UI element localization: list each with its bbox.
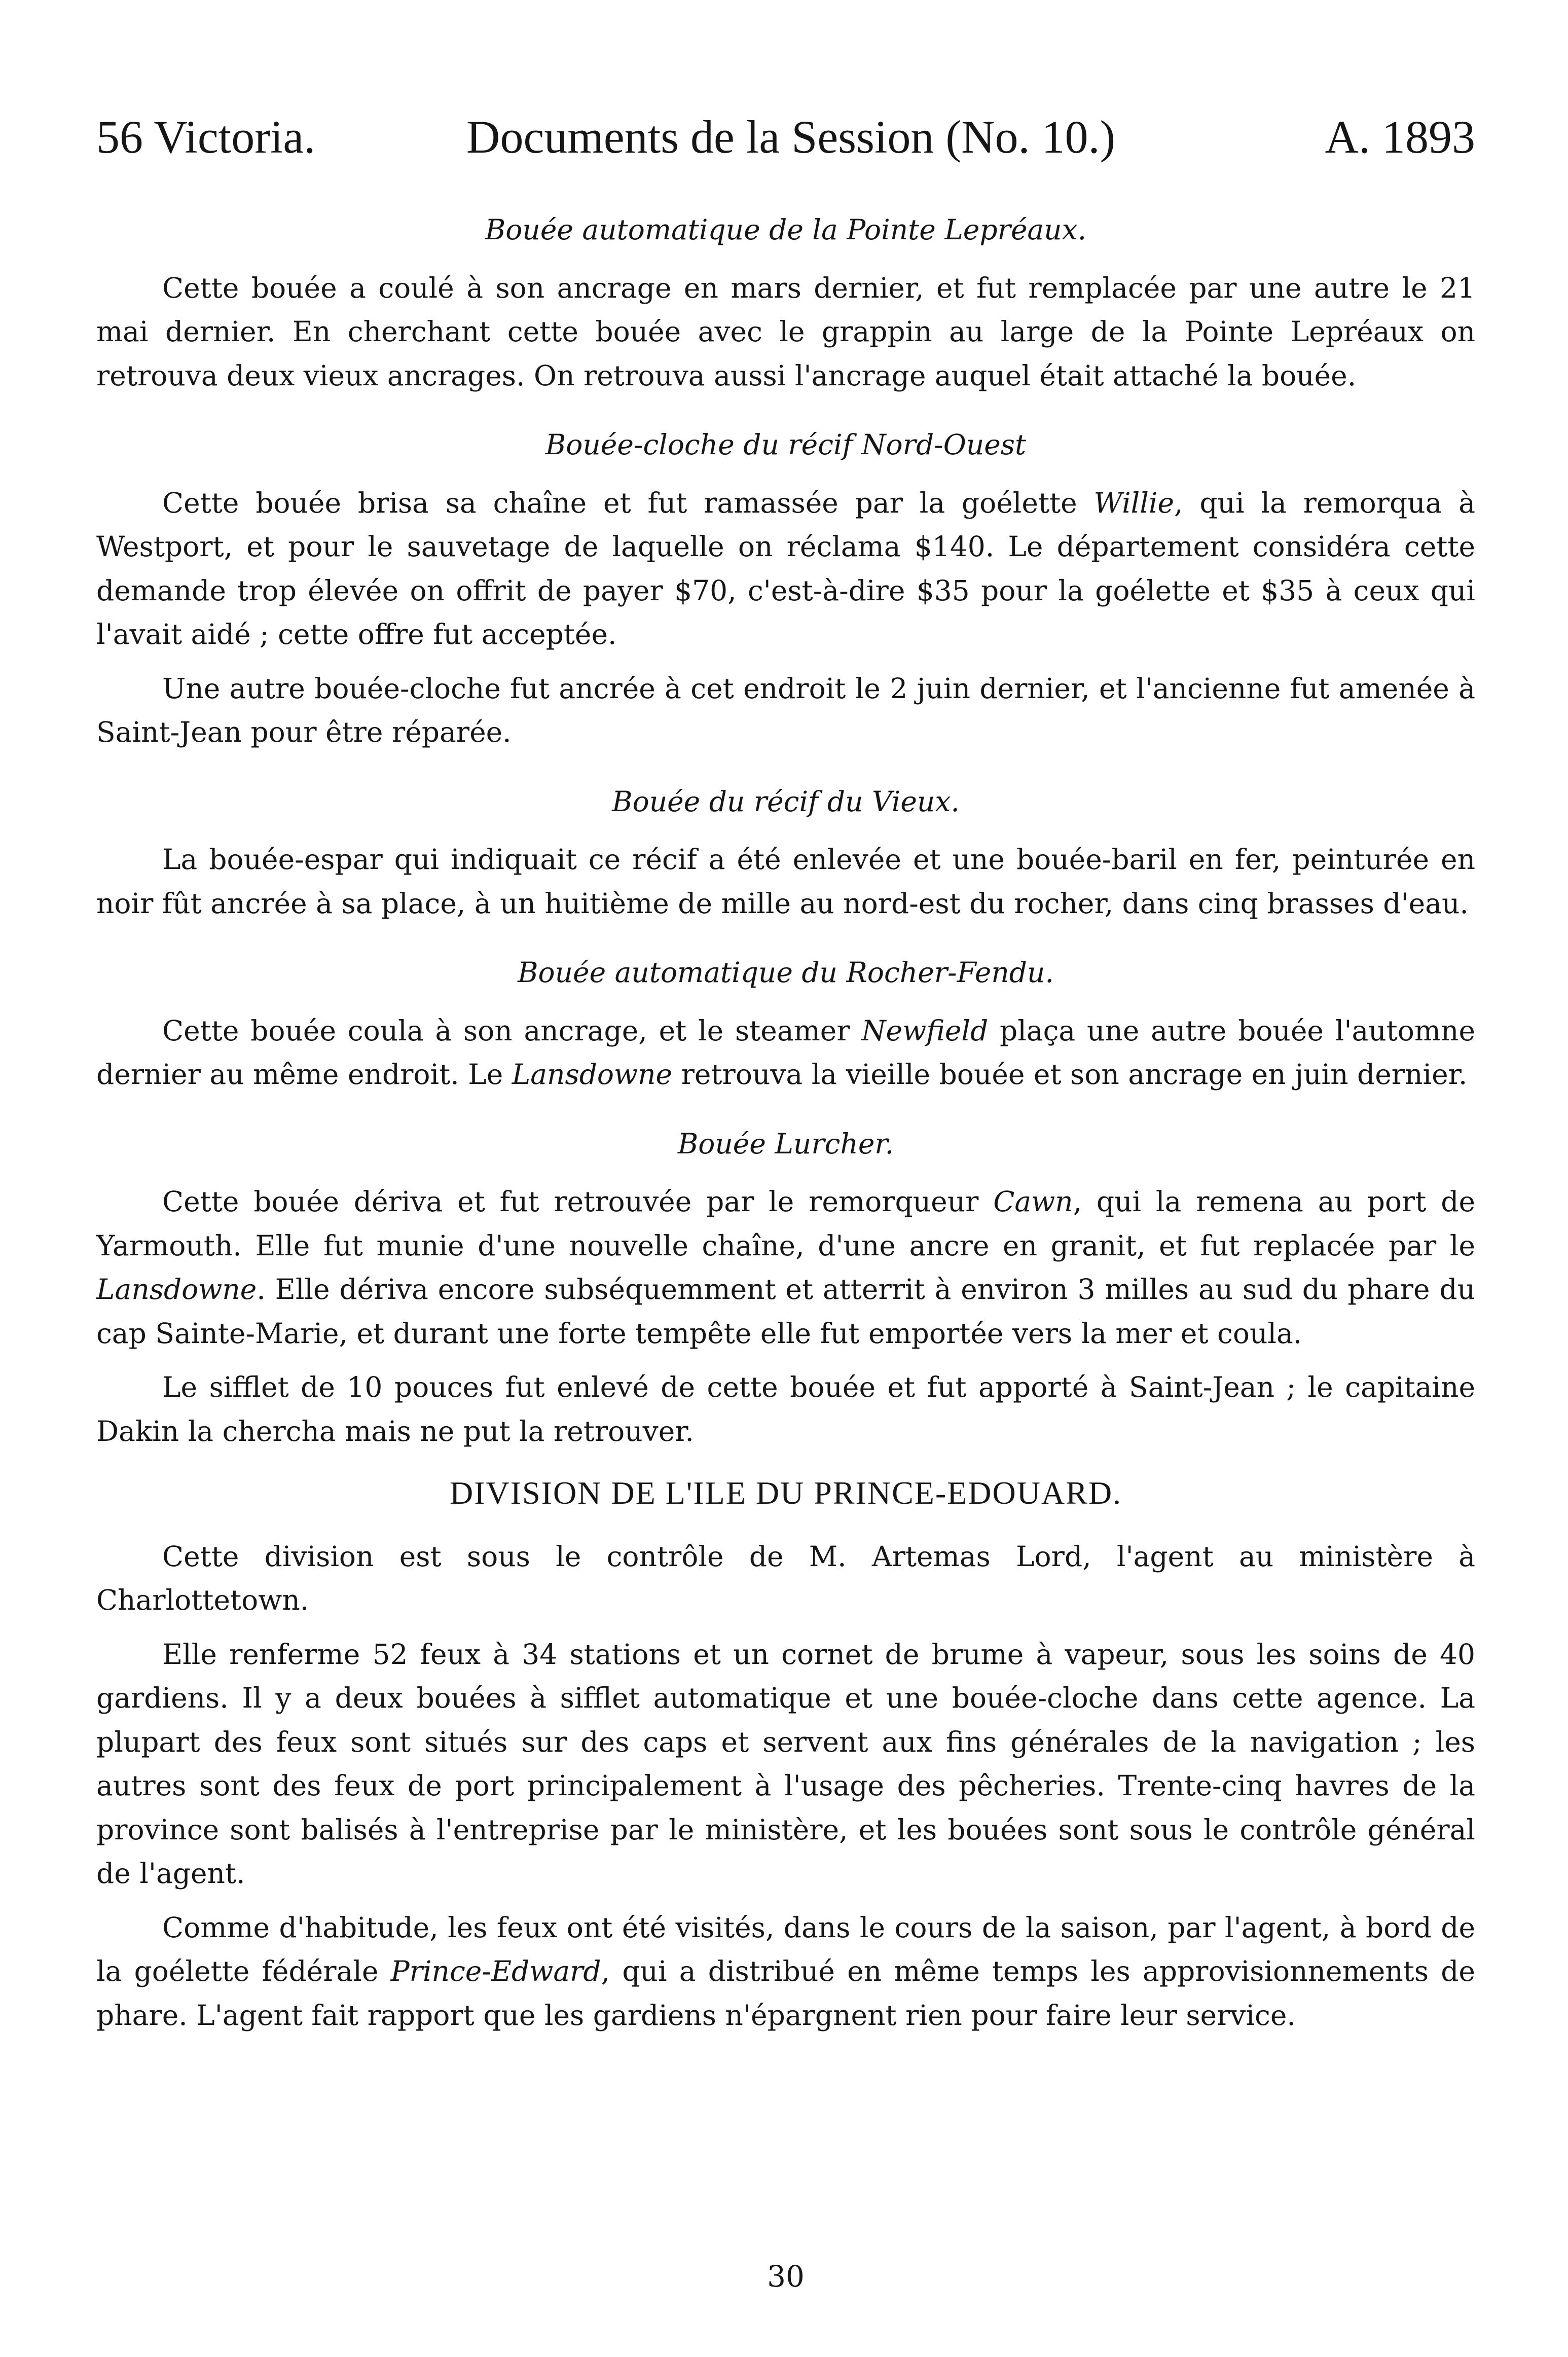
header-title: Documents de la Session (No. 10.) (466, 111, 1116, 163)
section-pointe-lepreaux (96, 208, 1475, 397)
paragraph: Cette bouée a coulé à son ancrage en mars dernier, et fut remplacée par une autre le 21 mai dernier. En cherchant cette bouée avec le grappin au large de la Pointe Lepréaux on retrouva deux vieux ancrages. On retrouva aussi l'ancrage auquel était attaché la bouée. (96, 271, 1475, 392)
vessel-name: Prince-Edward (390, 1955, 601, 1987)
paragraph: La bouée-espar qui indiquait ce récif a été enlevée et une bouée-baril en fer, peinturée en noir fût ancrée à sa place, à un huitième de mille au nord-est du rocher, dans cinq brasses d'eau. (96, 843, 1475, 920)
section-heading: Bouée Lurcher. (677, 1127, 894, 1160)
vessel-name: Willie (1093, 486, 1175, 519)
section-heading: Bouée automatique de la Pointe Lepréaux. (485, 213, 1087, 246)
section-heading: Bouée-cloche du récif Nord-Ouest (545, 428, 1027, 461)
paragraph (96, 1906, 1475, 2038)
section-ile-prince-edouard (96, 1471, 1475, 2037)
header-year: A. 1893 (1325, 111, 1475, 163)
document-page (96, 109, 1475, 2330)
paragraph-text: . Elle dériva encore subséquemment et atterrit à environ 3 milles au sud du phare du cap Sainte-Marie, et durant une forte tempête elle fut emportée vers la mer et coula. (96, 1273, 1475, 1350)
section-gap (96, 1107, 1475, 1122)
paragraph (96, 1009, 1475, 1097)
section-recif-du-vieux (96, 780, 1475, 926)
section-rocher-fendu (96, 951, 1475, 1097)
section-recif-nord-ouest (96, 423, 1475, 754)
vessel-name: Lansdowne (512, 1058, 673, 1091)
page-number: 30 (767, 2259, 805, 2294)
paragraph: Elle renferme 52 feux à 34 stations et un cornet de brume à vapeur, sous les soins de 40 gardiens. Il y a deux bouées à sifflet automatique et une bouée-cloche dans cette agence. La plupart des feux sont situés sur des caps et servent aux fins générales de la navigation ; les autres sont des feux de port principalement à l'usage des pêcheries. Trente-cinq havres de la province sont balisés à l'entreprise par le ministère, et les bouées sont sous le contrôle général de l'agent. (96, 1638, 1475, 1890)
division-heading: DIVISION DE L'ILE DU PRINCE-EDOUARD. (449, 1475, 1122, 1511)
paragraph-text: retrouva la vieille bouée et son ancrage en juin dernier. (672, 1058, 1468, 1091)
paragraph-text: , qui la remena au port de Yarmouth. Elle fut munie d'une nouvelle chaîne, d'une ancre en granit, et fut replacée par le (96, 1185, 1476, 1262)
paragraph-text: Comme d'habitude, les feux ont été visités, dans le cours de la saison, par l'agent, à bord de la goélette fédérale (96, 1911, 1475, 1987)
paragraph (96, 481, 1475, 657)
paragraph-text: Cette bouée coula à son ancrage, et le steamer (162, 1014, 862, 1047)
paragraph-text: , qui a distribué en même temps les approvisionnements de phare. L'agent fait rapport que les gardiens n'épargnent rien pour faire leur service. (96, 1955, 1475, 2032)
vessel-name: Cawn (993, 1185, 1073, 1218)
section-gap (96, 408, 1475, 423)
paragraph-text: plaça une autre bouée l'automne dernier au même endroit. Le (96, 1014, 1475, 1091)
paragraph-text: Cette bouée dériva et fut retrouvée par le remorqueur (162, 1185, 994, 1218)
running-header (96, 109, 1475, 165)
vessel-name: Lansdowne (96, 1273, 257, 1306)
section-lurcher (96, 1122, 1475, 1454)
paragraph-text: Cette bouée brisa sa chaîne et fut ramassée par la goélette (162, 486, 1094, 519)
section-heading: Bouée automatique du Rocher-Fendu. (518, 956, 1054, 989)
section-gap (96, 765, 1475, 780)
paragraph: Cette division est sous le contrôle de M. Artemas Lord, l'agent au ministère à Charlottetown. (96, 1540, 1475, 1616)
header-volume: 56 Victoria. (96, 111, 316, 163)
paragraph: Le sifflet de 10 pouces fut enlevé de cette bouée et fut apporté à Saint-Jean ; le capitaine Dakin la chercha mais ne put la retrouver. (96, 1371, 1475, 1447)
paragraph: Une autre bouée-cloche fut ancrée à cet endroit le 2 juin dernier, et l'ancienne fut amenée à Saint-Jean pour être réparée. (96, 672, 1475, 748)
section-gap (96, 935, 1475, 951)
paragraph (96, 1180, 1475, 1355)
section-heading: Bouée du récif du Vieux. (612, 785, 960, 818)
paragraph-text: , qui la remorqua à Westport, et pour le sauvetage de laquelle on réclama $140. Le département considéra cette demande trop élevée on offrit de payer $70, c'est-à-dire $35 pour la goélette et $35 à ceux qui l'avait aidé ; cette offre fut acceptée. (96, 486, 1476, 650)
document-body (96, 208, 1475, 2047)
vessel-name: Newfield (861, 1014, 989, 1047)
